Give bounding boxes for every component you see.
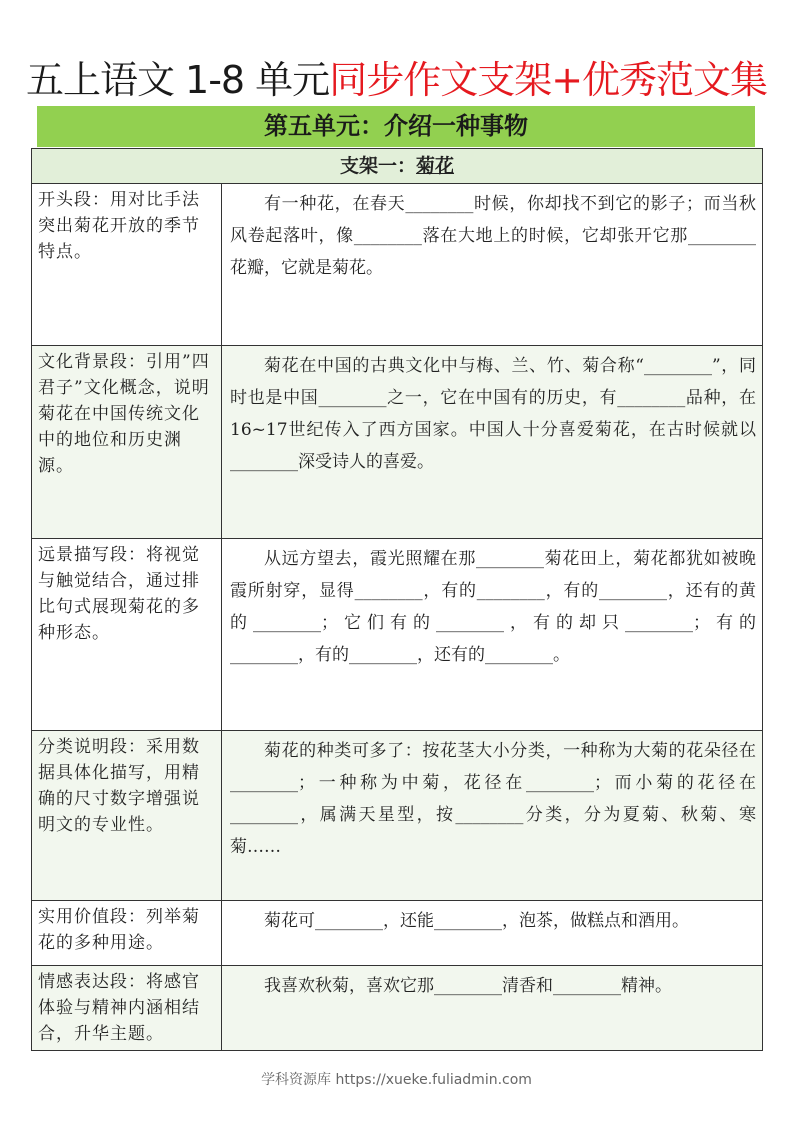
row-content-text: 有一种花，在春天________时候，你却找不到它的影子；而当秋风卷起落叶，像________落在大地上的时候，它却张开它那________花瓣，它就是菊花。 [230, 194, 756, 278]
row-content [222, 539, 763, 731]
row-label: 文化背景段：引用”四君子”文化概念，说明菊花在中国传统文化中的地位和历史渊源。 [32, 346, 222, 539]
table-header-row [32, 149, 763, 184]
row-content-text: 菊花在中国的古典文化中与梅、兰、竹、菊合称“________”，同时也是中国________之一，它在中国有的历史，有________品种，在16~17世纪传入了西方国家。中国人十分喜爱菊花，在古时候就以________深受诗人的喜爱。 [230, 356, 756, 472]
footer-watermark: 学科资源库 https://xueke.fuliadmin.com [261, 1072, 532, 1088]
row-content [222, 966, 763, 1051]
table-row [32, 901, 763, 966]
row-content [222, 184, 763, 346]
title-red-part: 同步作文支架+优秀范文集 [329, 58, 768, 102]
header-prefix: 支架一： [339, 155, 416, 177]
table-row [32, 731, 763, 901]
row-label: 实用价值段：列举菊花的多种用途。 [32, 901, 222, 966]
row-label: 情感表达段：将感官体验与精神内涵相结合，升华主题。 [32, 966, 222, 1051]
row-label: 分类说明段：采用数据具体化描写，用精确的尺寸数字增强说明文的专业性。 [32, 731, 222, 901]
row-content [222, 346, 763, 539]
unit-banner: 第五单元：介绍一种事物 [37, 106, 755, 147]
row-label: 远景描写段：将视觉与触觉结合，通过排比句式展现菊花的多种形态。 [32, 539, 222, 731]
row-content [222, 901, 763, 966]
header-topic: 菊花 [416, 155, 455, 177]
table-row [32, 184, 763, 346]
table-header [32, 149, 763, 184]
document-title [0, 56, 793, 104]
table-row [32, 539, 763, 731]
table-row [32, 966, 763, 1051]
row-content-text: 我喜欢秋菊，喜欢它那________清香和________精神。 [264, 976, 672, 996]
row-label: 开头段：用对比手法突出菊花开放的季节特点。 [32, 184, 222, 346]
scaffold-table [31, 148, 763, 1051]
row-content-text: 菊花的种类可多了：按花茎大小分类，一种称为大菊的花朵径在________；一种称为中菊，花径在________；而小菊的花径在________，属满天星型，按________分类，分为夏菊、秋菊、寒菊…… [230, 741, 756, 857]
row-content-text: 菊花可________，还能________，泡茶，做糕点和酒用。 [264, 911, 689, 931]
row-content [222, 731, 763, 901]
row-content-text: 从远方望去，霞光照耀在那________菊花田上，菊花都犹如被晚霞所射穿，显得________，有的________，有的________，还有的黄的________；它们有的________，有的却只________；有的________，有的________，还有的________。 [230, 549, 756, 665]
table-row [32, 346, 763, 539]
title-black-part: 五上语文 1-8 单元 [25, 58, 330, 102]
